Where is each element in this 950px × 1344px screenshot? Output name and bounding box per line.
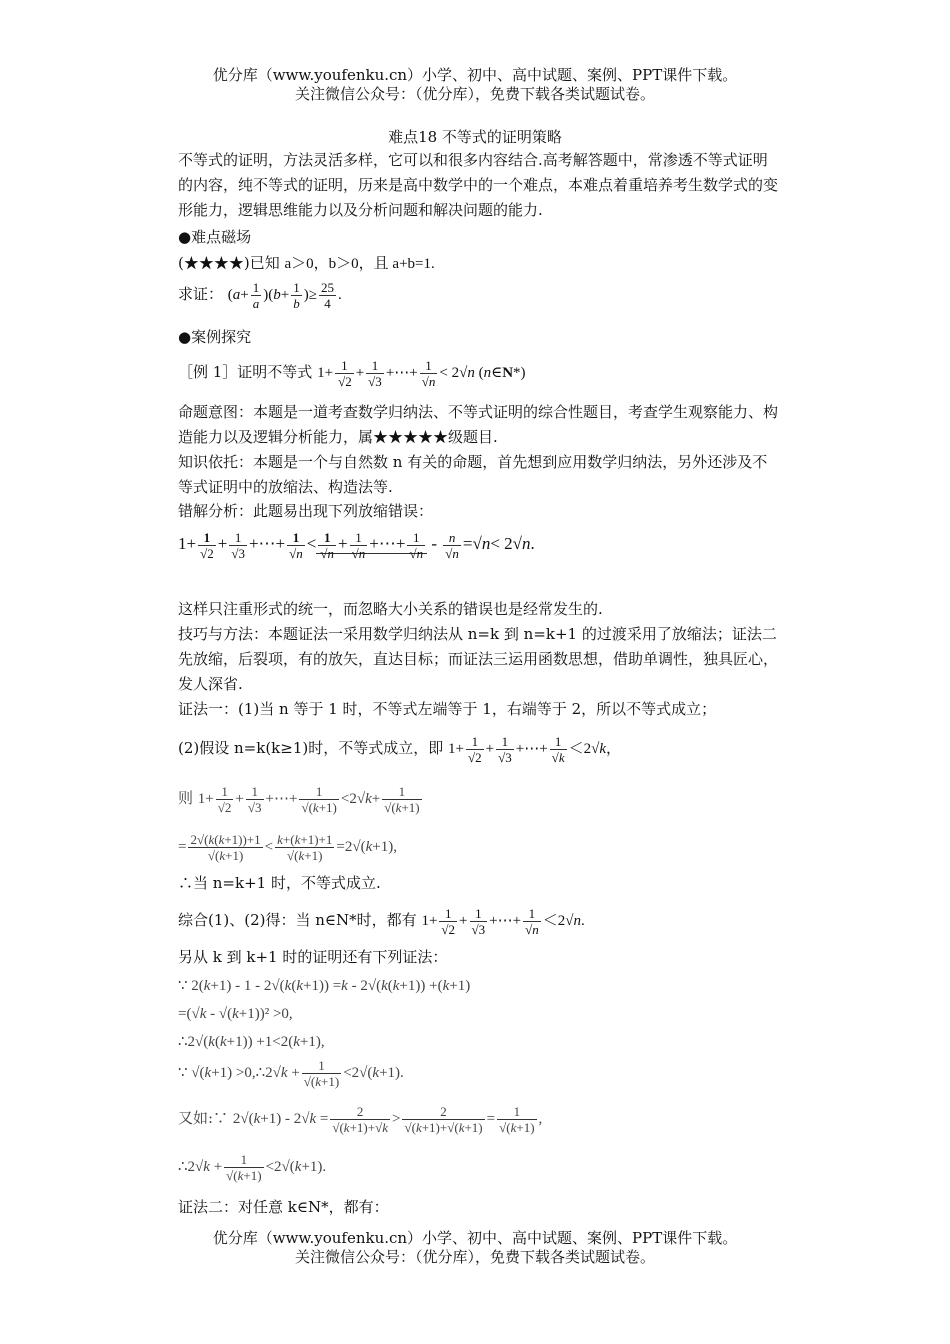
intent-paragraph: 命题意图：本题是一道考查数学归纳法、不等式证明的综合性题目，考查学生观察能力、构造能力以及逻辑分析能力，属★★★★★级题目.: [178, 403, 779, 446]
section-heading-cases: ●案例探究: [178, 328, 252, 346]
alt-line-6: ∴2√k + $\frac{1}{√(k+1)}$ <2√(k+1).: [178, 1152, 327, 1183]
problem-statement: (★★★★)已知 a＞0，b＞0，且 a+b=1.: [178, 254, 435, 272]
proof1-step2: (2)假设 n=k(k≥1)时，不等式成立，即 1+ $\frac{1}{√2}$ + $\frac{1}{√3}$ +⋯+ $\frac{1}{√k}$ ＜2√k，: [178, 734, 622, 765]
page-title: 难点18 不等式的证明策略: [388, 128, 562, 146]
combine-result: 综合(1)、(2)得：当 n∈N*时，都有 1+ $\frac{1}{√2}$ + $\frac{1}{√3}$ +⋯+ $\frac{1}{√n}$ ＜2√n.: [178, 906, 585, 937]
technique-paragraph: 技巧与方法：本题证法一采用数学归纳法从 n=k 到 n=k+1 的过渡采用了放缩法；证法二先放缩，后裂项，有的放矢，直达目标；而证法三运用函数思想，借助单调性，独具匠心，发人深省.: [178, 625, 779, 693]
section-heading-difficulty: ●难点磁场: [178, 228, 252, 246]
problem-to-prove: 求证： (a+ $\frac{1}{a}$ )(b+ $\frac{1}{b}$ )≥ $\frac{25}{4}$ .: [178, 280, 342, 311]
alt-line-1: ∵ 2(k+1) - 1 - 2√(k(k+1)) =k - 2√(k(k+1)) +(k+1): [178, 978, 471, 994]
page-footer: [0, 1229, 950, 1267]
example-1: ［例 1］证明不等式 1+ $\frac{1}{√2}$ + $\frac{1}{√3}$ +⋯+ $\frac{1}{√n}$ < 2√n (n∈N*): [178, 358, 526, 389]
intro-paragraph: 不等式的证明，方法灵活多样，它可以和很多内容结合.高考解答题中，常渗透不等式证明的内容，纯不等式的证明，历来是高中数学中的一个难点，本难点着重培养考生数学式的变形能力，逻辑思维能力以及分析问题和解决问题的能力.: [178, 151, 779, 219]
proof2-start: 证法二：对任意 k∈N*，都有：: [178, 1198, 389, 1216]
alt-line-4: ∵ √(k+1) >0,∴2√k + $\frac{1}{√(k+1)}$ <2√(k+1).: [178, 1058, 404, 1089]
another-method-label: 另从 k 到 k+1 时的证明还有下列证法：: [178, 948, 448, 966]
proof1-then: 则 1+ $\frac{1}{√2}$ + $\frac{1}{√3}$ +⋯+ $\frac{1}{√(k+1)}$ <2√k+ $\frac{1}{√(k+1)}$: [178, 784, 420, 815]
proof1-step1: 证法一：(1)当 n 等于 1 时，不等式左端等于 1，右端等于 2，所以不等式成立；: [178, 700, 717, 718]
proof1-therefore: ∴当 n=k+1 时，不等式成立.: [178, 874, 381, 892]
footer-line-1: 优分库（www.youfenku.cn）小学、初中、高中试题、案例、PPT课件下载。: [212, 1229, 738, 1247]
error-formula: 1+ $\frac{1}{√2}$ + $\frac{1}{√3}$ +⋯+ $\frac{1}{√n}$ < $\frac{1}{√n}$ + $\frac{1}{√n}$ +⋯+ $\frac{1}{√n}$ - $\frac{n}{√n}$ =√n< 2√n.: [178, 530, 535, 561]
proof1-equality: = $\frac{2√(k(k+1))+1}{√(k+1)}$ < $\frac{k+(k+1)+1}{√(k+1)}$ =2√(k+1),: [178, 832, 397, 863]
alt-line-2: =(√k - √(k+1))² >0,: [178, 1006, 293, 1022]
knowledge-paragraph: 知识依托：本题是一个与自然数 n 有关的命题，首先想到应用数学归纳法，另外还涉及不等式证明中的放缩法、构造法等.: [178, 453, 768, 496]
header-line-2: 关注微信公众号：（优分库），免费下载各类试题试卷。: [294, 85, 655, 103]
error-analysis-label: 错解分析：此题易出现下列放缩错误：: [178, 502, 434, 520]
alt-line-5: 又如:∵ 2√(k+1) - 2√k = $\frac{2}{√(k+1)+√k}$ > $\frac{2}{√(k+1)+√(k+1)}$ = $\frac{1}{√(k+1)}$ ,: [178, 1104, 543, 1135]
alt-line-3: ∴2√(k(k+1)) +1<2(k+1),: [178, 1034, 325, 1050]
header-line-1: 优分库（www.youfenku.cn）小学、初中、高中试题、案例、PPT课件下载。: [212, 66, 738, 84]
note-paragraph: 这样只注重形式的统一，而忽略大小关系的错误也是经常发生的.: [178, 600, 603, 618]
page-header: [0, 66, 950, 104]
footer-line-2: 关注微信公众号：（优分库），免费下载各类试题试卷。: [294, 1248, 655, 1266]
